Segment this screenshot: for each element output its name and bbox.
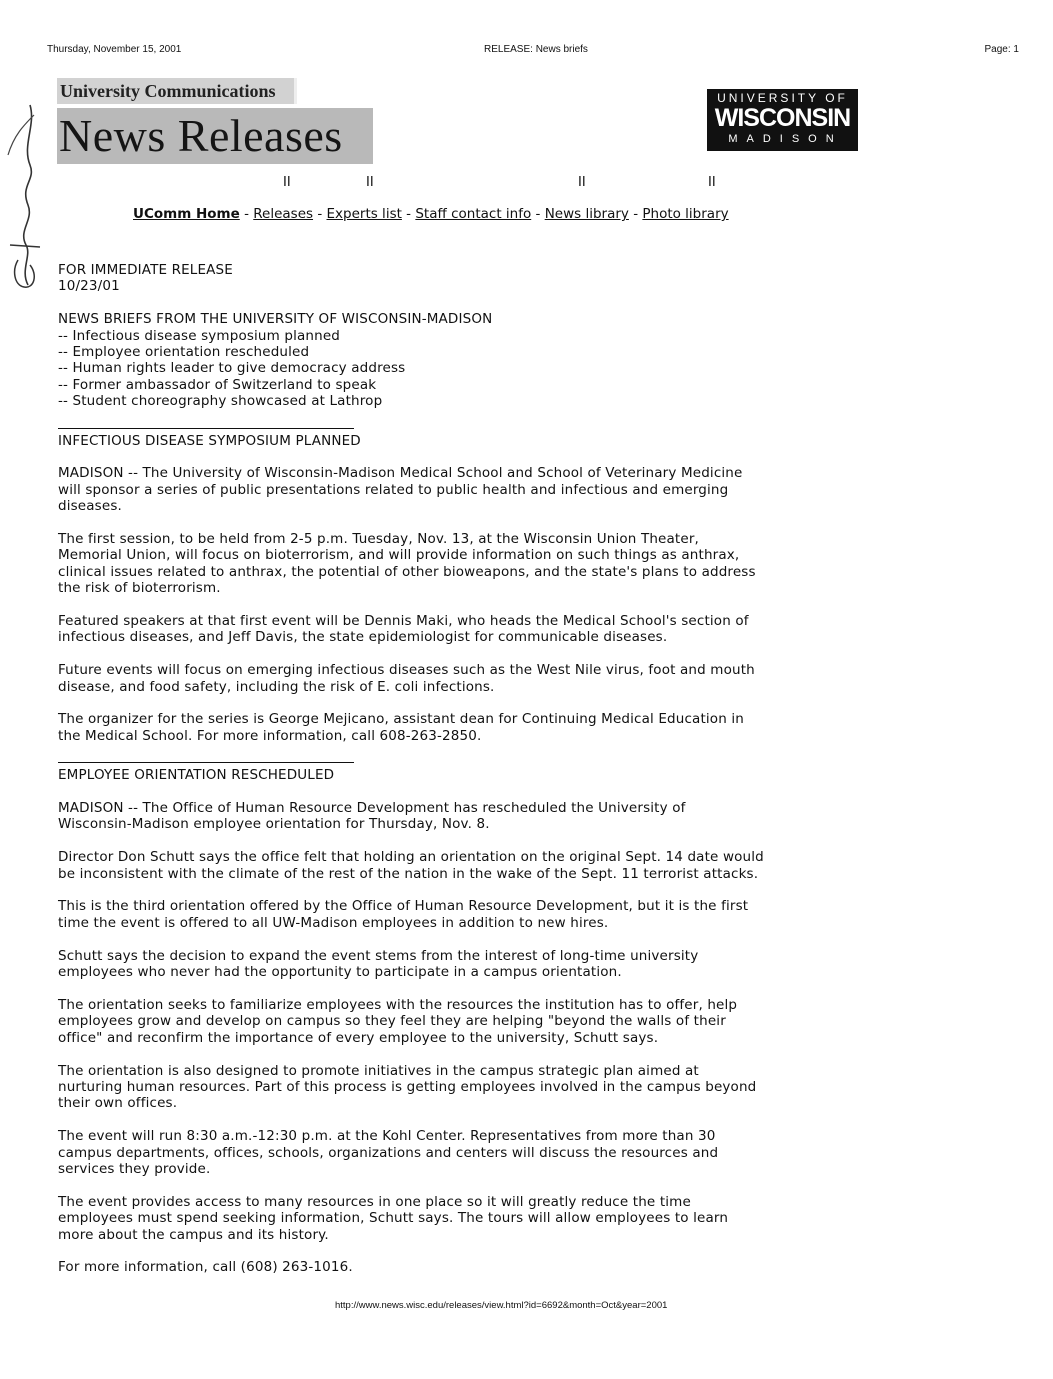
text-line: be inconsistent with the climate of the rest of the nation in the wake of the Sept. 11 terrorist attacks. [58,865,759,882]
nav-ucomm-home[interactable]: UComm Home [133,206,240,222]
nav-divider: - [313,206,327,222]
release-info [58,262,848,295]
top-navigation [133,206,729,222]
text-line: disease, and food safety, including the risk of E. coli infections. [58,678,495,695]
separator-marks [0,175,1053,191]
section2-paragraph [58,1259,848,1275]
section-divider [58,762,354,763]
separator-mark: II [366,175,374,190]
text-line: services they provide. [58,1160,211,1177]
text-line: will sponsor a series of public presentations related to public health and infectious and emerging [58,481,729,498]
text-line: The orientation is also designed to promote initiatives in the campus strategic plan aimed at [58,1062,699,1079]
text-line: This is the third orientation offered by the Office of Human Resource Development, but it is the first [58,898,749,915]
text-line: MADISON -- The University of Wisconsin-Madison Medical School and School of Veterinary Medicine [58,465,743,482]
nav-releases[interactable]: Releases [253,206,314,222]
news-releases-banner [57,78,373,166]
text-line: the Medical School. For more information, call 608-263-2850. [58,727,482,744]
nav-staff-contact-info[interactable]: Staff contact info [415,206,532,222]
briefs-item: -- Employee orientation rescheduled [58,344,310,361]
text-line: clinical issues related to anthrax, the potential of other bioweapons, and the state's plans to address [58,563,756,580]
text-line: Future events will focus on emerging infectious diseases such as the West Nile virus, foot and mouth [58,662,755,679]
section-divider [58,428,354,429]
handwritten-annotation [0,95,50,415]
separator-mark: II [283,175,291,190]
text-line: time the event is offered to all UW-Madison employees in addition to new hires. [58,914,609,931]
print-page-number: Page: 1 [984,44,1019,55]
text-line: Director Don Schutt says the office felt that holding an orientation on the original Sept. 14 date would [58,849,764,866]
text-line: Wisconsin-Madison employee orientation for Thursday, Nov. 8. [58,816,490,833]
text-line: employees who never had the opportunity to participate in a campus orientation. [58,964,622,981]
text-line: The first session, to be held from 2-5 p.m. Tuesday, Nov. 13, at the Wisconsin Union Theater, [58,531,699,548]
logo-wisconsin: WISCONSIN [714,104,851,132]
text-line: For more information, call (608) 263-1016. [58,1259,353,1276]
banner-news-releases: News Releases [57,108,373,164]
text-line: diseases. [58,498,122,515]
separator-mark: II [708,175,716,190]
separator-mark: II [578,175,586,190]
section2-paragraph [58,849,848,882]
text-line: infectious diseases, and Jeff Davis, the state epidemiologist for communicable diseases. [58,629,668,646]
briefs-summary [58,311,848,409]
text-line: Featured speakers at that first event will be Dennis Maki, who heads the Medical School's section of [58,613,749,630]
nav-divider: - [239,206,254,222]
section2-paragraph [58,997,848,1046]
section1-paragraph [58,662,848,695]
release-content [58,262,848,1292]
banner-university-communications: University Communications [57,78,297,104]
section2-paragraph [58,898,848,931]
section1-paragraph [58,465,848,514]
text-line: MADISON -- The Office of Human Resource Development has rescheduled the University of [58,800,686,817]
text-line: more about the campus and its history. [58,1226,329,1243]
footer-url: http://www.news.wisc.edu/releases/view.html?id=6692&month=Oct&year=2001 [335,1300,668,1311]
print-header [47,44,1019,58]
release-date: 10/23/01 [58,278,120,295]
briefs-heading: NEWS BRIEFS FROM THE UNIVERSITY OF WISCONSIN-MADISON [58,311,493,328]
section1-paragraph [58,613,848,646]
text-line: Schutt says the decision to expand the event stems from the interest of long-time university [58,947,699,964]
nav-photo-library[interactable]: Photo library [642,206,729,222]
text-line: Memorial Union, will focus on bioterrorism, and will provide information on such things as anthrax, [58,547,740,564]
section2-paragraph [58,948,848,981]
logo-madison: MADISON [728,133,843,145]
text-line: office" and reconfirm the importance of every employee to the university, Schutt says. [58,1029,659,1046]
section1-paragraph [58,531,848,597]
text-line: The orientation seeks to familiarize employees with the resources the institution has to offer, help [58,996,738,1013]
section-title-infectious-disease: INFECTIOUS DISEASE SYMPOSIUM PLANNED [58,432,361,449]
briefs-item: -- Infectious disease symposium planned [58,327,341,344]
text-line: campus departments, offices, schools, organizations and centers will discuss the resources and [58,1144,719,1161]
section2-paragraph [58,800,848,833]
briefs-item: -- Former ambassador of Switzerland to speak [58,376,377,393]
nav-divider: - [531,206,545,222]
text-line: The event will run 8:30 a.m.-12:30 p.m. at the Kohl Center. Representatives from more than 30 [58,1128,716,1145]
text-line: employees grow and develop on campus so they feel they are helping "beyond the walls of their [58,1013,726,1030]
nav-divider: - [401,206,416,222]
logo-university-of: UNIVERSITY OF [717,91,848,105]
section2-paragraph [58,1128,848,1177]
text-line: nurturing human resources. Part of this process is getting employees involved in the campus beyond [58,1078,757,1095]
briefs-item: -- Human rights leader to give democracy address [58,360,406,377]
section1-paragraph [58,711,848,744]
nav-divider: - [628,206,643,222]
nav-experts-list[interactable]: Experts list [326,206,402,222]
text-line: employees must spend seeking information, Schutt says. The tours will allow employees to learn [58,1210,729,1227]
uw-madison-logo [707,89,858,151]
briefs-item: -- Student choreography showcased at Lathrop [58,393,383,410]
section2-paragraph [58,1063,848,1112]
section2-paragraph [58,1194,848,1243]
print-date: Thursday, November 15, 2001 [47,44,182,55]
text-line: The event provides access to many resources in one place so it will greatly reduce the time [58,1193,691,1210]
text-line: The organizer for the series is George Mejicano, assistant dean for Continuing Medical Education in [58,711,744,728]
text-line: their own offices. [58,1095,178,1112]
release-label: FOR IMMEDIATE RELEASE [58,262,233,278]
text-line: the risk of bioterrorism. [58,580,221,597]
print-release-title: RELEASE: News briefs [484,44,588,55]
nav-news-library[interactable]: News library [544,206,629,222]
section-title-employee-orientation: EMPLOYEE ORIENTATION RESCHEDULED [58,767,335,784]
